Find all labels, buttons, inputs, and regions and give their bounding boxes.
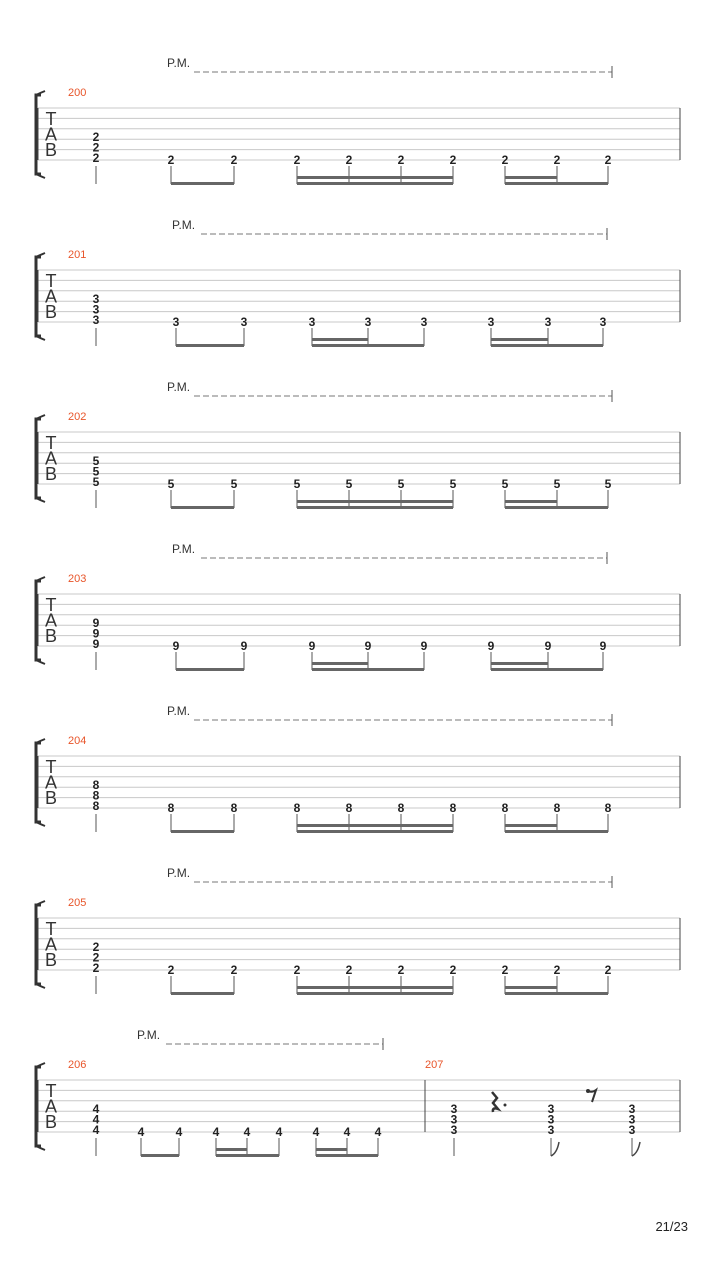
fret-number: 8 <box>167 801 175 815</box>
tab-clef-letter: B <box>44 140 58 160</box>
tab-clef-letter: T <box>45 433 57 453</box>
beam <box>297 182 453 185</box>
fret-number: 2 <box>92 140 100 155</box>
fret-number: 5 <box>293 477 301 491</box>
beam <box>312 668 424 671</box>
beam <box>505 506 608 509</box>
fret-number: 4 <box>92 1112 100 1127</box>
fret-number: 3 <box>364 315 372 329</box>
fret-number: 2 <box>92 130 100 144</box>
bar-number: 204 <box>68 735 87 747</box>
beam <box>491 668 603 671</box>
bar-number: 202 <box>68 411 87 423</box>
bar-number: 205 <box>68 897 87 909</box>
tab-clef-letter: A <box>44 448 58 469</box>
palm-mute-label: P.M. <box>137 1028 161 1042</box>
secondary-beam <box>297 824 453 827</box>
fret-number: 2 <box>230 153 238 167</box>
beam <box>505 830 608 833</box>
secondary-beam <box>216 1148 247 1151</box>
tab-system-201 <box>36 218 680 347</box>
fret-number: 5 <box>501 477 509 491</box>
rest-dot <box>504 1104 507 1107</box>
fret-number: 2 <box>345 153 353 167</box>
beam <box>505 992 608 995</box>
tab-clef-letter: A <box>44 934 58 955</box>
bar-number: 203 <box>68 573 87 585</box>
fret-number: 2 <box>230 963 238 977</box>
tab-clef-letter: T <box>45 757 57 777</box>
fret-number: 5 <box>92 474 100 489</box>
eighth-flag <box>632 1142 640 1156</box>
tab-clef-letter: B <box>44 788 58 808</box>
fret-number: 4 <box>275 1125 283 1139</box>
secondary-beam <box>491 338 548 341</box>
bar-number: 207 <box>425 1059 444 1071</box>
palm-mute-label: P.M. <box>167 380 191 394</box>
secondary-beam <box>505 824 557 827</box>
tab-system-204 <box>36 704 680 833</box>
tab-clef-letter: B <box>44 950 58 970</box>
fret-number: 2 <box>501 153 509 167</box>
tab-clef-letter: B <box>44 626 58 646</box>
fret-number: 3 <box>450 1122 458 1137</box>
fret-number: 2 <box>604 153 612 167</box>
fret-number: 9 <box>92 636 100 651</box>
tab-system-200 <box>36 56 680 185</box>
fret-number: 3 <box>628 1112 636 1127</box>
bar-number: 200 <box>68 87 87 99</box>
fret-number: 5 <box>92 454 100 468</box>
fret-number: 8 <box>92 788 100 803</box>
fret-number: 2 <box>293 153 301 167</box>
fret-number: 9 <box>544 639 552 653</box>
fret-number: 4 <box>92 1102 100 1116</box>
fret-number: 4 <box>92 1122 100 1137</box>
fret-number: 5 <box>230 477 238 491</box>
fret-number: 8 <box>92 798 100 813</box>
fret-number: 5 <box>604 477 612 491</box>
tab-clef-letter: B <box>44 302 58 322</box>
fret-number: 3 <box>547 1122 555 1137</box>
tab-clef-letter: A <box>44 124 58 145</box>
bar-number: 206 <box>68 1059 87 1071</box>
beam <box>316 1154 378 1157</box>
tab-clef-letter: B <box>44 464 58 484</box>
beam <box>176 668 244 671</box>
fret-number: 3 <box>547 1112 555 1127</box>
fret-number: 3 <box>628 1102 636 1116</box>
fret-number: 9 <box>240 639 248 653</box>
fret-number: 4 <box>243 1125 251 1139</box>
beam <box>176 344 244 347</box>
fret-number: 3 <box>450 1112 458 1127</box>
fret-number: 2 <box>92 960 100 975</box>
fret-number: 5 <box>345 477 353 491</box>
tab-clef-letter: T <box>45 271 57 291</box>
fret-number: 9 <box>364 639 372 653</box>
bar-number: 201 <box>68 249 87 261</box>
tab-clef-letter: A <box>44 286 58 307</box>
secondary-beam <box>312 662 368 665</box>
secondary-beam <box>505 986 557 989</box>
fret-number: 8 <box>553 801 561 815</box>
fret-number: 8 <box>345 801 353 815</box>
secondary-beam <box>316 1148 347 1151</box>
tab-clef-letter: T <box>45 109 57 129</box>
tab-clef-letter: T <box>45 919 57 939</box>
beam <box>312 344 424 347</box>
tab-system-203 <box>36 542 680 671</box>
fret-number: 4 <box>212 1125 220 1139</box>
fret-number: 5 <box>553 477 561 491</box>
beam <box>171 506 234 509</box>
fret-number: 5 <box>92 464 100 479</box>
fret-number: 9 <box>487 639 495 653</box>
fret-number: 5 <box>449 477 457 491</box>
fret-number: 4 <box>312 1125 320 1139</box>
tab-clef-letter: A <box>44 772 58 793</box>
fret-number: 3 <box>628 1122 636 1137</box>
tab-system-206 <box>36 1028 680 1157</box>
eighth-flag <box>551 1142 559 1156</box>
fret-number: 2 <box>501 963 509 977</box>
beam <box>297 992 453 995</box>
fret-number: 8 <box>604 801 612 815</box>
fret-number: 5 <box>167 477 175 491</box>
fret-number: 2 <box>449 153 457 167</box>
fret-number: 2 <box>397 963 405 977</box>
fret-number: 2 <box>92 150 100 165</box>
fret-number: 4 <box>137 1125 145 1139</box>
beam <box>297 506 453 509</box>
fret-number: 8 <box>293 801 301 815</box>
fret-number: 4 <box>374 1125 382 1139</box>
palm-mute-label: P.M. <box>167 866 191 880</box>
beam <box>171 830 234 833</box>
beam <box>216 1154 279 1157</box>
tab-clef-letter: T <box>45 595 57 615</box>
fret-number: 3 <box>172 315 180 329</box>
fret-number: 3 <box>92 302 100 317</box>
fret-number: 2 <box>167 153 175 167</box>
fret-number: 2 <box>345 963 353 977</box>
beam <box>171 182 234 185</box>
fret-number: 8 <box>230 801 238 815</box>
fret-number: 4 <box>175 1125 183 1139</box>
fret-number: 2 <box>553 963 561 977</box>
secondary-beam <box>297 500 453 503</box>
tab-clef-letter: A <box>44 1096 58 1117</box>
secondary-beam <box>491 662 548 665</box>
tab-system-202 <box>36 380 680 509</box>
palm-mute-label: P.M. <box>167 56 191 70</box>
tab-clef-letter: T <box>45 1081 57 1101</box>
fret-number: 8 <box>501 801 509 815</box>
secondary-beam <box>505 176 557 179</box>
fret-number: 9 <box>172 639 180 653</box>
tab-clef-letter: B <box>44 1112 58 1132</box>
tab-clef-letter: A <box>44 610 58 631</box>
beam <box>171 992 234 995</box>
fret-number: 3 <box>544 315 552 329</box>
fret-number: 2 <box>397 153 405 167</box>
fret-number: 3 <box>240 315 248 329</box>
beam <box>491 344 603 347</box>
fret-number: 8 <box>449 801 457 815</box>
fret-number: 5 <box>397 477 405 491</box>
fret-number: 9 <box>92 626 100 641</box>
rest-dot <box>586 1089 590 1093</box>
fret-number: 2 <box>92 950 100 965</box>
page-number: 21/23 <box>655 1219 688 1234</box>
fret-number: 8 <box>397 801 405 815</box>
fret-number: 8 <box>92 778 100 792</box>
fret-number: 3 <box>599 315 607 329</box>
fret-number: 3 <box>92 292 100 306</box>
secondary-beam <box>297 176 453 179</box>
fret-number: 2 <box>167 963 175 977</box>
fret-number: 3 <box>547 1102 555 1116</box>
fret-number: 9 <box>92 616 100 630</box>
fret-number: 9 <box>599 639 607 653</box>
secondary-beam <box>505 500 557 503</box>
palm-mute-label: P.M. <box>167 704 191 718</box>
fret-number: 9 <box>308 639 316 653</box>
quarter-rest <box>492 1092 498 1112</box>
fret-number: 3 <box>420 315 428 329</box>
fret-number: 3 <box>487 315 495 329</box>
secondary-beam <box>312 338 368 341</box>
secondary-beam <box>297 986 453 989</box>
fret-number: 2 <box>604 963 612 977</box>
fret-number: 2 <box>293 963 301 977</box>
tab-system-205 <box>36 866 680 995</box>
fret-number: 2 <box>449 963 457 977</box>
beam <box>297 830 453 833</box>
fret-number: 3 <box>450 1102 458 1116</box>
beam <box>505 182 608 185</box>
fret-number: 3 <box>308 315 316 329</box>
beam <box>141 1154 179 1157</box>
fret-number: 2 <box>92 940 100 954</box>
fret-number: 4 <box>343 1125 351 1139</box>
fret-number: 3 <box>92 312 100 327</box>
palm-mute-label: P.M. <box>172 542 196 556</box>
fret-number: 9 <box>420 639 428 653</box>
fret-number: 2 <box>553 153 561 167</box>
palm-mute-label: P.M. <box>172 218 196 232</box>
